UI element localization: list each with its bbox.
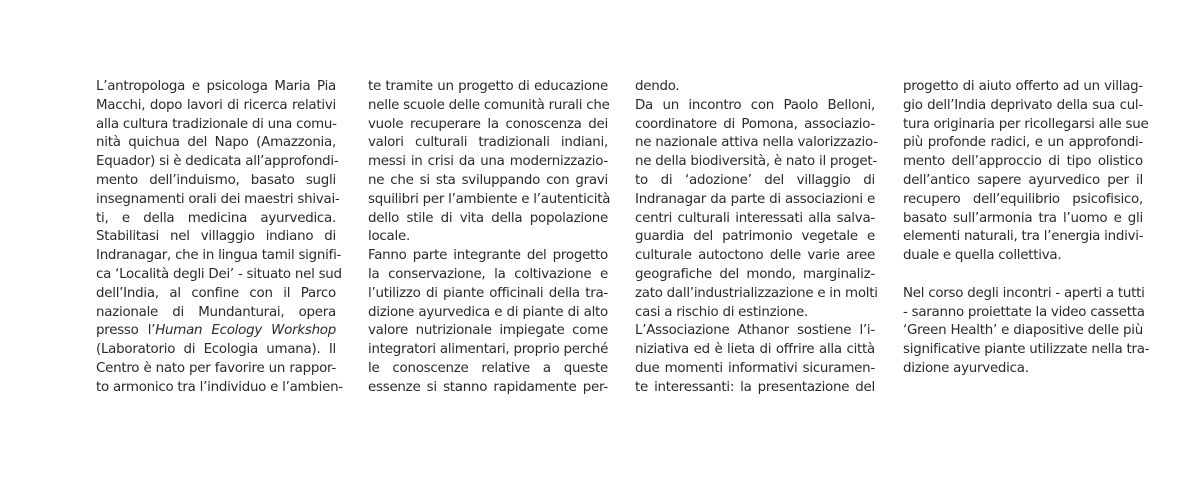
text-line: nelle scuole delle comunità rurali che bbox=[368, 97, 610, 113]
text-line: ne della biodiversità, è nato il proget- bbox=[635, 154, 877, 170]
text-line: Macchi, dopo lavori di ricerca relativi bbox=[96, 97, 336, 113]
text-line: vuole recuperare la conoscenza dei bbox=[368, 116, 608, 132]
text-line: culturale autoctono delle varie aree bbox=[635, 248, 875, 264]
text-line: gio dell’India deprivato della sua cul- bbox=[903, 97, 1143, 113]
text-line: nità quichua del Napo (Amazzonia, bbox=[96, 135, 336, 151]
text-line: zato dall’industrializzazione e in molti bbox=[635, 285, 878, 301]
text-line: insegnamenti orali dei maestri shivai- bbox=[96, 191, 340, 207]
text-line: le conoscenze relative a queste bbox=[368, 360, 608, 376]
text-line: centri culturali interessati alla salva- bbox=[635, 210, 875, 226]
text-line: dizione ayurvedica e di piante di alto bbox=[368, 304, 608, 320]
text-line: geografiche del mondo, marginaliz- bbox=[635, 266, 875, 282]
text-line: Stabilitasi nel villaggio indiano di bbox=[96, 229, 336, 245]
text-line: l’utilizzo di piante officinali della tra- bbox=[368, 285, 608, 301]
text-line: L’Associazione Athanor sostiene l’i- bbox=[635, 323, 875, 339]
text-line: significative piante utilizzate nella tra- bbox=[903, 342, 1150, 358]
text-line: duale e quella collettiva. bbox=[903, 248, 1062, 264]
text-line: basato sull’armonia tra l’uomo e gli bbox=[903, 210, 1143, 226]
text-line: mento dell’approccio di tipo olistico bbox=[903, 154, 1143, 170]
text-column-2 bbox=[368, 78, 611, 398]
text-line: essenze si stanno rapidamente per- bbox=[368, 379, 608, 395]
text-line: L’antropologa e psicologa Maria Pia bbox=[96, 79, 336, 94]
text-line: valore nutrizionale impiegate come bbox=[368, 323, 608, 339]
text-line: Da un incontro con Paolo Belloni, bbox=[635, 97, 875, 113]
italic-title: Human Ecology Workshop bbox=[155, 323, 336, 339]
text-line: dendo. bbox=[635, 79, 680, 94]
text-line: dizione ayurvedica. bbox=[903, 360, 1029, 376]
text-line: to armonico tra l’individuo e l’ambien- bbox=[96, 379, 343, 395]
text-line: Centro è nato per favorire un rappor- bbox=[96, 360, 336, 376]
text-line: to di ‘adozione’ del villaggio di bbox=[635, 172, 875, 188]
text-line: coordinatore di Pomona, associazio- bbox=[635, 116, 875, 132]
text-line: (Laboratorio di Ecologia umana). Il bbox=[96, 342, 336, 358]
text-line: nazionale di Mundanturai, opera bbox=[96, 304, 336, 320]
text-line-prefix: presso l’ bbox=[96, 323, 156, 339]
text-line: - saranno proiettate la video cassetta bbox=[903, 304, 1145, 320]
text-line: Indranagar da parte di associazioni e bbox=[635, 191, 875, 207]
text-column-3 bbox=[635, 78, 878, 398]
text-line: integratori alimentari, proprio perché bbox=[368, 342, 609, 358]
text-line: recupero dell’equilibrio psicofisico, bbox=[903, 191, 1143, 207]
text-line: Equador) si è dedicata all’approfondi- bbox=[96, 154, 339, 170]
text-line: ca ‘Località degli Dei’ - situato nel sud bbox=[96, 266, 342, 282]
text-line: dell’India, al confine con il Parco bbox=[96, 285, 336, 301]
text-line: ‘Green Health’ e diapositive delle più bbox=[903, 323, 1143, 339]
text-line: niziativa ed è lieta di offrire alla città bbox=[635, 342, 875, 358]
text-line: locale. bbox=[368, 229, 410, 245]
text-line bbox=[96, 322, 336, 341]
text-line: te interessanti: la presentazione del bbox=[635, 379, 875, 395]
paragraph-gap bbox=[903, 266, 1143, 285]
text-line: messi in crisi da una modernizzazio- bbox=[368, 154, 608, 170]
text-line: te tramite un progetto di educazione bbox=[368, 79, 608, 94]
text-line: ne nazionale attiva nella valorizzazio- bbox=[635, 135, 878, 151]
text-line: alla cultura tradizionale di una comu- bbox=[96, 116, 337, 132]
text-line: Nel corso degli incontri - aperti a tutti bbox=[903, 285, 1145, 301]
text-line: due momenti informativi sicuramen- bbox=[635, 360, 875, 376]
text-column-4 bbox=[903, 78, 1150, 379]
text-line: progetto di aiuto offerto ad un villag- bbox=[903, 79, 1143, 94]
text-line: mento dell’induismo, basato sugli bbox=[96, 172, 336, 188]
text-line: dell’antico sapere ayurvedico per il bbox=[903, 172, 1143, 188]
text-line: casi a rischio di estinzione. bbox=[635, 304, 809, 320]
text-line: ne che si sta sviluppando con gravi bbox=[368, 172, 608, 188]
text-line: più profonde radici, e un approfondi- bbox=[903, 135, 1143, 151]
text-line: squilibri per l’ambiente e l’autenticità bbox=[368, 191, 611, 207]
text-column-1 bbox=[96, 78, 343, 398]
text-line: tura originaria per ricollegarsi alle sue bbox=[903, 116, 1149, 132]
text-line: ti, e della medicina ayurvedica. bbox=[96, 210, 336, 226]
text-line: la conservazione, la coltivazione e bbox=[368, 266, 608, 282]
text-line: dello stile di vita della popolazione bbox=[368, 210, 608, 226]
text-line: elementi naturali, tra l’energia indivi- bbox=[903, 229, 1144, 245]
text-line: Fanno parte integrante del progetto bbox=[368, 248, 608, 264]
text-line: guardia del patrimonio vegetale e bbox=[635, 229, 875, 245]
text-line: Indranagar, che in lingua tamil signifi- bbox=[96, 248, 342, 264]
text-line: valori culturali tradizionali indiani, bbox=[368, 135, 608, 151]
